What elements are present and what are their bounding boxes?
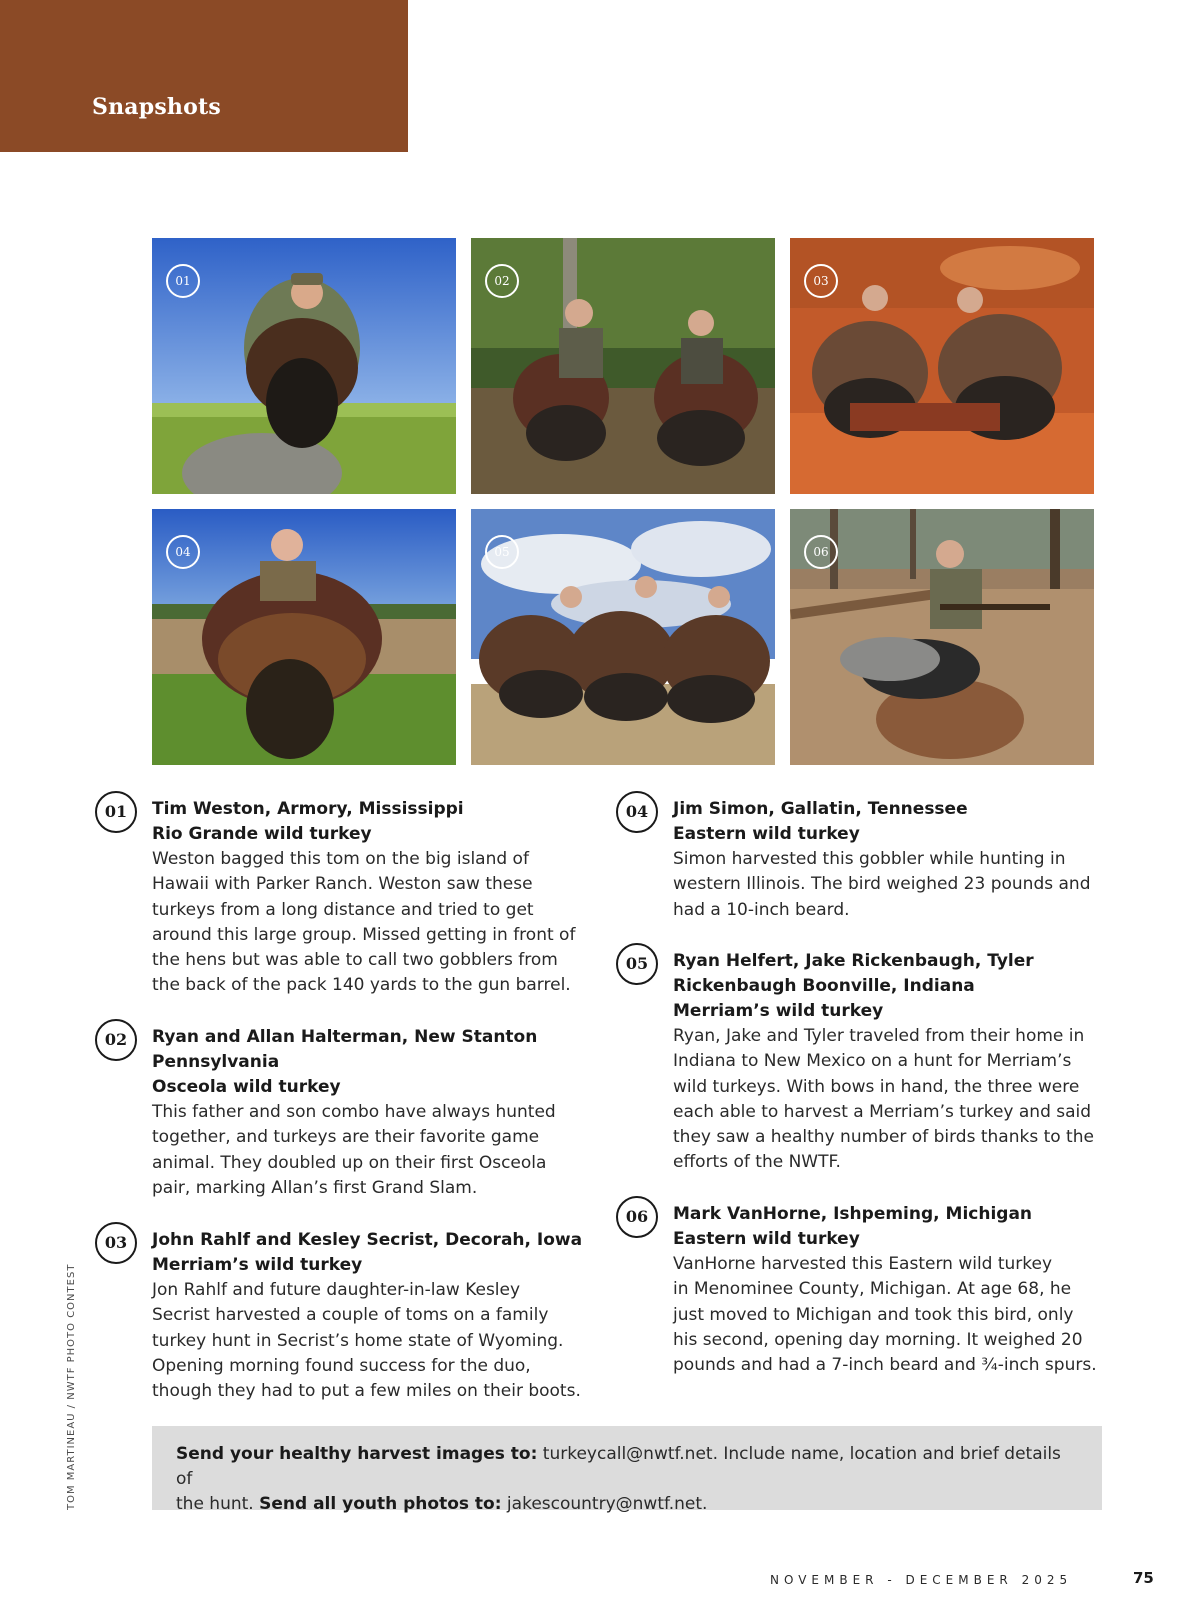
entry-title-line: Ryan Helfert, Jake Rickenbaugh, Tyler (673, 951, 1034, 971)
body-line: Opening morning found success for the duo, (152, 1355, 531, 1376)
photo-number: 05 (485, 535, 519, 569)
body-line: the back of the pack 140 yards to the gun barrel. (152, 975, 571, 996)
entry-body (152, 1278, 592, 1404)
photo-number: 06 (804, 535, 838, 569)
submission-email-text[interactable]: turkeycall@nwtf.net. Include name, location and brief details of (176, 1444, 1061, 1489)
entry-title: Jim Simon, Gallatin, Tennessee (673, 799, 968, 819)
entry-05 (625, 949, 1113, 1176)
entry-title: Mark VanHorne, Ishpeming, Michigan (673, 1204, 1033, 1224)
entry-number-badge: 04 (616, 791, 658, 833)
body-line: though they had to put a few miles on their boots. (152, 1381, 581, 1402)
body-line: each able to harvest a Merriam’s turkey and said (673, 1101, 1092, 1122)
entry-species: Rio Grande wild turkey (152, 824, 372, 844)
body-line: Weston bagged this tom on the big island of (152, 849, 529, 869)
body-line: wild turkeys. With bows in hand, the three were (673, 1076, 1080, 1097)
photo-04 (152, 509, 456, 765)
entry-body (152, 1100, 592, 1201)
photo-01 (152, 238, 456, 494)
entry-body (152, 847, 592, 999)
body-line: efforts of the NWTF. (673, 1152, 841, 1173)
body-line: turkeys from a long distance and tried to get (152, 899, 534, 920)
body-line: animal. They doubled up on their first Osceola (152, 1152, 547, 1173)
body-line: just moved to Michigan and took this bird, only (673, 1304, 1074, 1325)
body-line: Indiana to New Mexico on a hunt for Merriam’s (673, 1051, 1072, 1072)
body-line: Hawaii with Parker Ranch. Weston saw these (152, 874, 533, 895)
entry-title-line: Pennsylvania (152, 1052, 280, 1072)
entry-number-badge: 02 (95, 1019, 137, 1061)
youth-label: Send all youth photos to: (259, 1494, 502, 1514)
entry-title: Tim Weston, Armory, Mississippi (152, 799, 464, 819)
photo-03 (790, 238, 1094, 494)
page-number: 75 (1133, 1569, 1154, 1587)
entry-number-badge: 05 (616, 943, 658, 985)
body-line: around this large group. Missed getting in front of (152, 924, 576, 945)
body-line: the hens but was able to call two gobblers from (152, 950, 558, 971)
entry-species: Osceola wild turkey (152, 1077, 341, 1097)
photo-number: 03 (804, 264, 838, 298)
body-line: had a 10-inch beard. (673, 899, 850, 920)
entry-species: Eastern wild turkey (673, 824, 860, 844)
body-line: pair, marking Allan’s first Grand Slam. (152, 1177, 478, 1198)
entry-species: Merriam’s wild turkey (152, 1255, 363, 1275)
entry-title-line: Ryan and Allan Halterman, New Stanton (152, 1027, 538, 1047)
section-title: Snapshots (92, 94, 221, 120)
entry-06 (625, 1202, 1113, 1378)
entry-title-line: Rickenbaugh Boonville, Indiana (673, 976, 975, 996)
body-line: Ryan, Jake and Tyler traveled from their home in (673, 1026, 1085, 1046)
photo-number: 04 (166, 535, 200, 569)
body-line: Secrist harvested a couple of toms on a family (152, 1305, 549, 1326)
submission-line-2 (176, 1492, 1078, 1517)
entry-title: John Rahlf and Kesley Secrist, Decorah, Iowa (152, 1230, 583, 1250)
youth-email-text[interactable]: jakescountry@nwtf.net. (501, 1494, 708, 1514)
entry-body (673, 1252, 1113, 1378)
entry-03 (104, 1228, 592, 1404)
entry-01 (104, 797, 592, 999)
photo-number: 01 (166, 264, 200, 298)
submission-line-1 (176, 1442, 1078, 1492)
body-line: VanHorne harvested this Eastern wild turkey (673, 1254, 1053, 1274)
submission-text: the hunt. (176, 1494, 260, 1514)
issue-date: NOVEMBER - DECEMBER 2025 (770, 1573, 1073, 1587)
entry-species: Merriam’s wild turkey (673, 1001, 884, 1021)
entry-number-badge: 01 (95, 791, 137, 833)
photo-05 (471, 509, 775, 765)
submission-info-box (152, 1426, 1102, 1514)
photo-number: 02 (485, 264, 519, 298)
body-line: his second, opening day morning. It weighed 20 (673, 1329, 1083, 1350)
photo-credit: TOM MARTINEAU / NWTF PHOTO CONTEST (66, 1263, 77, 1510)
body-line: Simon harvested this gobbler while hunting in (673, 849, 1066, 869)
body-line: This father and son combo have always hunted (152, 1102, 556, 1122)
entry-species: Eastern wild turkey (673, 1229, 860, 1249)
body-line: Jon Rahlf and future daughter-in-law Kesley (152, 1280, 521, 1300)
entry-number-badge: 03 (95, 1222, 137, 1264)
body-line: in Menominee County, Michigan. At age 68, he (673, 1279, 1072, 1300)
entry-02 (104, 1025, 592, 1201)
entry-body (673, 847, 1113, 923)
entry-body (673, 1024, 1113, 1176)
body-line: turkey hunt in Secrist’s home state of Wyoming. (152, 1330, 564, 1351)
entry-04 (625, 797, 1113, 923)
body-line: pounds and had a 7-inch beard and ¾-inch spurs. (673, 1355, 1097, 1376)
photo-02 (471, 238, 775, 494)
body-line: together, and turkeys are their favorite game (152, 1127, 540, 1148)
entry-number-badge: 06 (616, 1196, 658, 1238)
body-line: they saw a healthy number of birds thanks to the (673, 1127, 1094, 1148)
body-line: western Illinois. The bird weighed 23 pounds and (673, 874, 1091, 895)
submission-label: Send your healthy harvest images to: (176, 1444, 538, 1464)
section-banner (0, 0, 408, 152)
photo-06 (790, 509, 1094, 765)
